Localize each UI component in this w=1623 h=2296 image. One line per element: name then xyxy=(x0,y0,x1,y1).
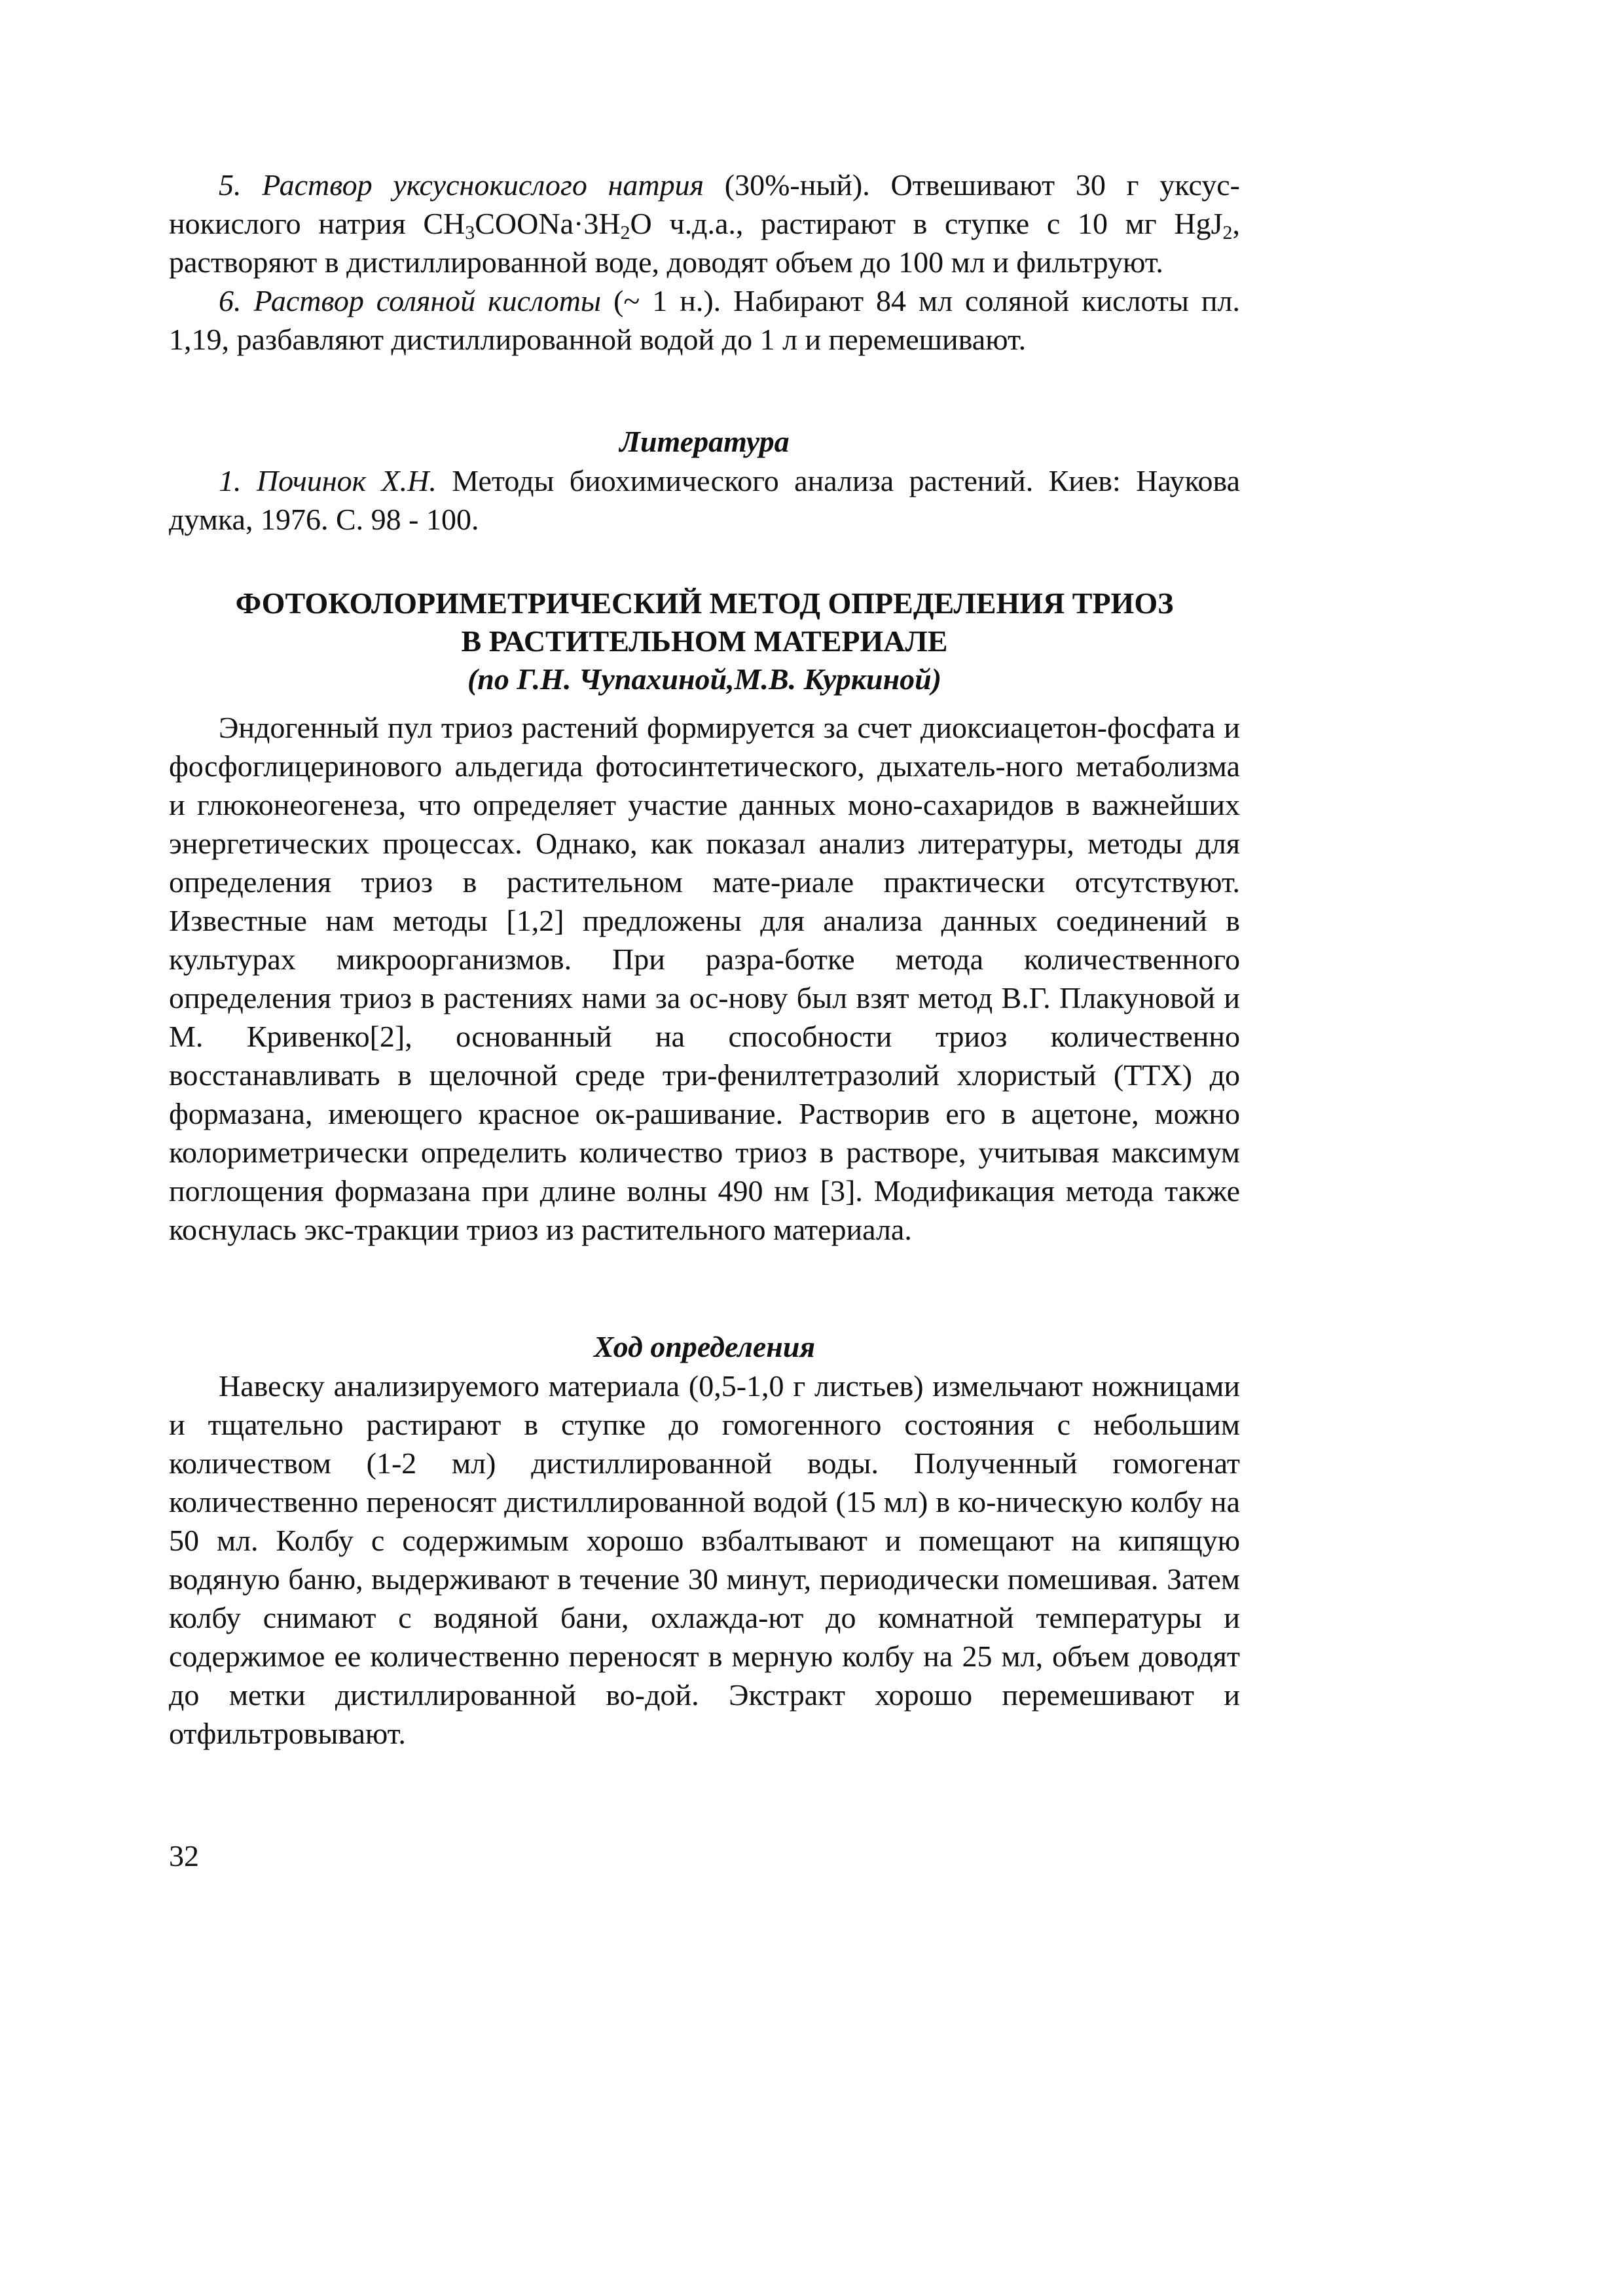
reagent-item-5 xyxy=(169,166,1240,281)
article-title-line-2: В РАСТИТЕЛЬНОМ МАТЕРИАЛЕ xyxy=(461,624,948,658)
reagent-5-body: O ч.д.а., растирают в ступке с 10 мг HgJ xyxy=(630,207,1223,240)
reagent-6-text: (~ 1 н.). Набирают 84 мл соляной кислоты пл. 1,19, разбавляют дистиллированной водой до 1 л и перемешивают. xyxy=(169,284,1240,356)
reagent-5-tail: , растворяют в дистиллированной воде, доводят объем до 100 мл и фильтруют. xyxy=(169,207,1240,279)
literature-list xyxy=(169,461,1240,539)
page-number: 32 xyxy=(169,1839,199,1873)
formula-part: COONa·3H xyxy=(475,207,621,240)
reagent-5-lead: (30%-ный). Отвешивают 30 г уксус-нокислого натрия CH xyxy=(169,168,1240,240)
ref-1-author: 1. Починок Х.Н. xyxy=(219,464,437,497)
intro-paragraph: Эндогенный пул триоз растений формируется за счет диоксиацетон-фосфата и фосфоглицеринового альдегида фотосинтетического, дыхатель-ного метаболизма и глюконеогенеза, что определяет участие данных моно-сахаридов в важнейших энергетических процессах. Однако, как показал анализ литературы, методы для определения триоз в растительном мате-риале практически отсутствуют. Известные нам методы [1,2] предложены для анализа данных соединений в культурах микроорганизмов. При разра-ботке метода количественного определения триоз в растениях нами за ос-нову был взят метод В.Г. Плакуновой и М. Кривенко[2], основанный на способности триоз количественно восстанавливать в щелочной среде три-фенилтетразолий хлористый (ТТХ) до формазана, имеющего красное ок-рашивание. Растворив его в ацетоне, можно колориметрически определить количество триоз в растворе, учитывая максимум поглощения формазана при длине волны 490 нм [3]. Модификация метода также коснулась экс-тракции триоз из растительного материала. xyxy=(169,711,1240,1246)
reagents-section xyxy=(169,166,1240,359)
article-intro xyxy=(169,708,1240,1249)
formula-sub-3: 3 xyxy=(465,222,475,243)
procedure-title: Ход определения xyxy=(593,1330,816,1363)
formula-sub-2: 2 xyxy=(620,222,630,243)
reagent-5-title: 5. Раствор уксуснокислого натрия xyxy=(219,168,704,202)
ref-1-text: Методы биохимического анализа растений. Киев: Наукова думка, 1976. С. 98 - 100. xyxy=(169,464,1240,536)
literature-ref-1 xyxy=(169,461,1240,539)
procedure-section xyxy=(169,1367,1240,1753)
formula-sub-hgj: 2 xyxy=(1222,222,1233,243)
reagent-6-title: 6. Раствор соляной кислоты xyxy=(219,284,602,317)
literature-title: Литература xyxy=(619,425,790,458)
article-title-line-1: ФОТОКОЛОРИМЕТРИЧЕСКИЙ МЕТОД ОПРЕДЕЛЕНИЯ ТРИОЗ xyxy=(235,586,1174,620)
article-authors: (по Г.Н. Чупахиной,М.В. Куркиной) xyxy=(467,662,942,696)
procedure-paragraph: Навеску анализируемого материала (0,5-1,0 г листьев) измельчают ножницами и тщательно растирают в ступке до гомогенного состояния с небольшим количеством (1-2 мл) дистиллированной воды. Полученный гомогенат количественно переносят дистиллированной водой (15 мл) в ко-ническую колбу на 50 мл. Колбу с содержимым хорошо взбалтывают и помещают на кипящую водяную баню, выдерживают в течение 30 минут, периодически помешивая. Затем колбу снимают с водяной бани, охлажда-ют до комнатной температуры и содержимое ее количественно переносят в мерную колбу на 25 мл, объем доводят до метки дистиллированной во-дой. Экстракт хорошо перемешивают и отфильтровывают. xyxy=(169,1369,1240,1750)
reagent-item-6 xyxy=(169,281,1240,359)
